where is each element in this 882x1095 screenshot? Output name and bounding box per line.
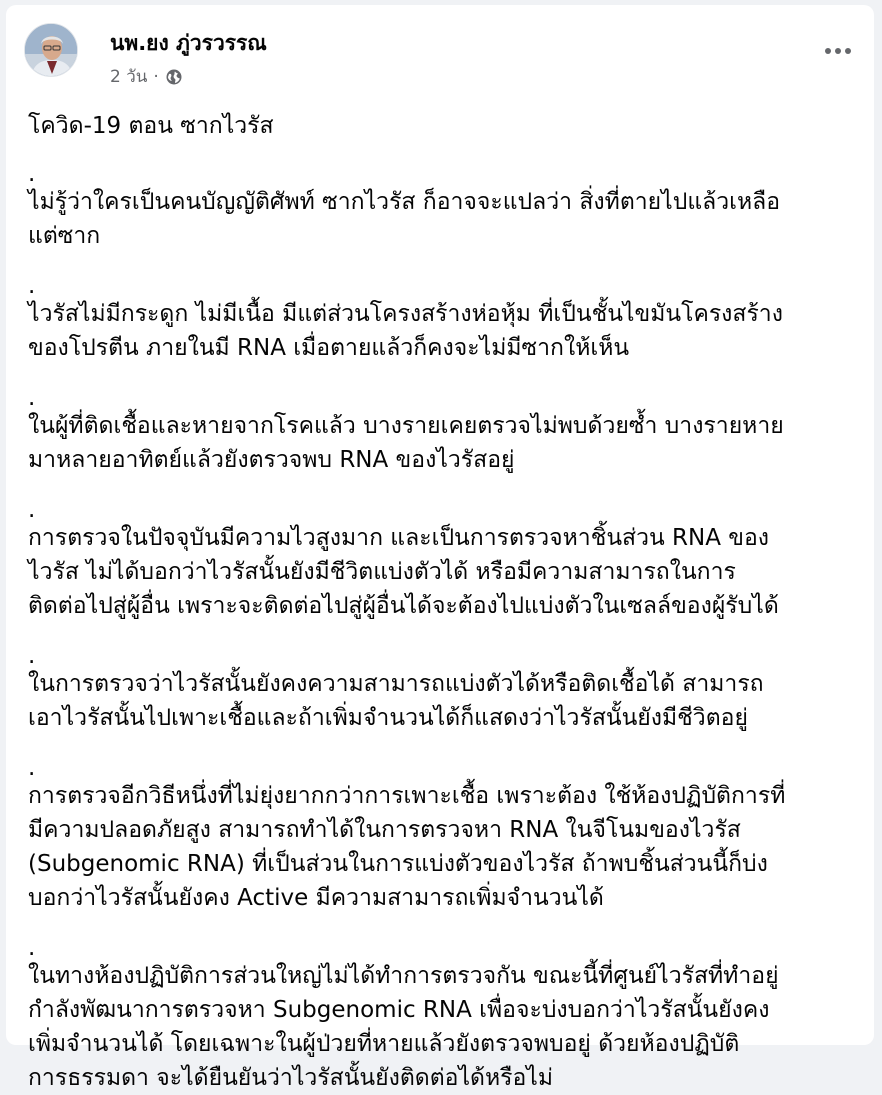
paragraph-line: ในการตรวจว่าไวรัสนั้นยังคงความสามารถแบ่งตัวได้หรือติดเชื้อได้ สามารถ: [28, 671, 764, 697]
paragraph-line: ในทางห้องปฏิบัติการส่วนใหญ่ไม่ได้ทำการตรวจกัน ขณะนี้ที่ศูนย์ไวรัสที่ทำอยู่: [28, 963, 779, 989]
paragraph-dot: .: [28, 273, 36, 299]
post-timestamp[interactable]: 2 วัน: [110, 67, 148, 87]
globe-icon[interactable]: [165, 68, 183, 86]
post-text: [28, 109, 868, 1095]
paragraph-block: [28, 757, 868, 915]
paragraph-line: ในผู้ที่ติดเชื้อและหายจากโรคแล้ว บางรายเคยตรวจไม่พบด้วยซ้ำ บางรายหาย: [28, 413, 784, 439]
post-title: โควิด-19 ตอน ซากไวรัส: [28, 113, 274, 139]
paragraph-block: [28, 937, 868, 1095]
paragraph-block: [28, 645, 868, 735]
author-name[interactable]: นพ.ยง ภู่วรวรรณ: [110, 31, 267, 55]
paragraph-line: กำลังพัฒนาการตรวจหา Subgenomic RNA เพื่อจะบ่งบอกว่าไวรัสนั้นยังคง: [28, 997, 770, 1023]
post-meta: [110, 63, 183, 90]
paragraph-line: มาหลายอาทิตย์แล้วยังตรวจพบ RNA ของไวรัสอยู่: [28, 447, 515, 473]
paragraph-list: [28, 163, 868, 1095]
paragraph-line: การตรวจอีกวิธีหนึ่งที่ไม่ยุ่งยากกว่าการเพาะเชื้อ เพราะต้อง ใช้ห้องปฏิบัติการที่: [28, 783, 786, 809]
paragraph-line: บอกว่าไวรัสนั้นยังคง Active มีความสามารถเพิ่มจำนวนได้: [28, 885, 604, 911]
paragraph-line: ไม่รู้ว่าใครเป็นคนบัญญัติศัพท์ ซากไวรัส ก็อาจจะแปลว่า สิ่งที่ตายไปแล้วเหลือ: [28, 189, 781, 215]
paragraph-line: ไวรัสไม่มีกระดูก ไม่มีเนื้อ มีแต่ส่วนโครงสร้างห่อหุ้ม ที่เป็นชั้นไขมันโครงสร้าง: [28, 301, 783, 327]
paragraph-line: เอาไวรัสนั้นไปเพาะเชื้อและถ้าเพิ่มจำนวนได้ก็แสดงว่าไวรัสนั้นยังมีชีวิตอยู่: [28, 705, 748, 731]
paragraph-line: การตรวจในปัจจุบันมีความไวสูงมาก และเป็นการตรวจหาชิ้นส่วน RNA ของ: [28, 525, 770, 551]
avatar[interactable]: [24, 23, 78, 77]
paragraph-block: [28, 499, 868, 623]
paragraph-dot: .: [28, 935, 36, 961]
paragraph-dot: .: [28, 755, 36, 781]
post-header: [24, 23, 856, 87]
paragraph-dot: .: [28, 385, 36, 411]
paragraph-dot: .: [28, 643, 36, 669]
meta-separator: ·: [153, 66, 159, 87]
paragraph-line: มีความปลอดภัยสูง สามารถทำได้ในการตรวจหา RNA ในจีโนมของไวรัส: [28, 817, 741, 843]
post-card: [6, 5, 874, 1091]
paragraph-block: [28, 275, 868, 365]
paragraph-line: แต่ซาก: [28, 223, 101, 249]
paragraph-line: ติดต่อไปสู่ผู้อื่น เพราะจะติดต่อไปสู่ผู้อื่นได้จะต้องไปแบ่งตัวในเซลล์ของผู้รับได้: [28, 593, 779, 619]
paragraph-block: [28, 387, 868, 477]
paragraph-line: การธรรมดา จะได้ยืนยันว่าไวรัสนั้นยังติดต่อได้หรือไม่: [28, 1065, 554, 1091]
paragraph-dot: .: [28, 497, 36, 523]
paragraph-line: ไวรัส ไม่ได้บอกว่าไวรัสนั้นยังมีชีวิตแบ่งตัวได้ หรือมีความสามารถในการ: [28, 559, 736, 585]
paragraph-dot: .: [28, 161, 36, 187]
avatar-photo: [25, 24, 78, 77]
paragraph-line: เพิ่มจำนวนได้ โดยเฉพาะในผู้ป่วยที่หายแล้วยังตรวจพบอยู่ ด้วยห้องปฏิบัติ: [28, 1031, 740, 1057]
more-options-icon[interactable]: [822, 43, 854, 59]
paragraph-line: ของโปรตีน ภายในมี RNA เมื่อตายแล้วก็คงจะไม่มีซากให้เห็น: [28, 335, 630, 361]
paragraph-block: [28, 163, 868, 253]
paragraph-line: (Subgenomic RNA) ที่เป็นส่วนในการแบ่งตัวของไวรัส ถ้าพบชิ้นส่วนนี้ก็บ่ง: [28, 851, 768, 877]
